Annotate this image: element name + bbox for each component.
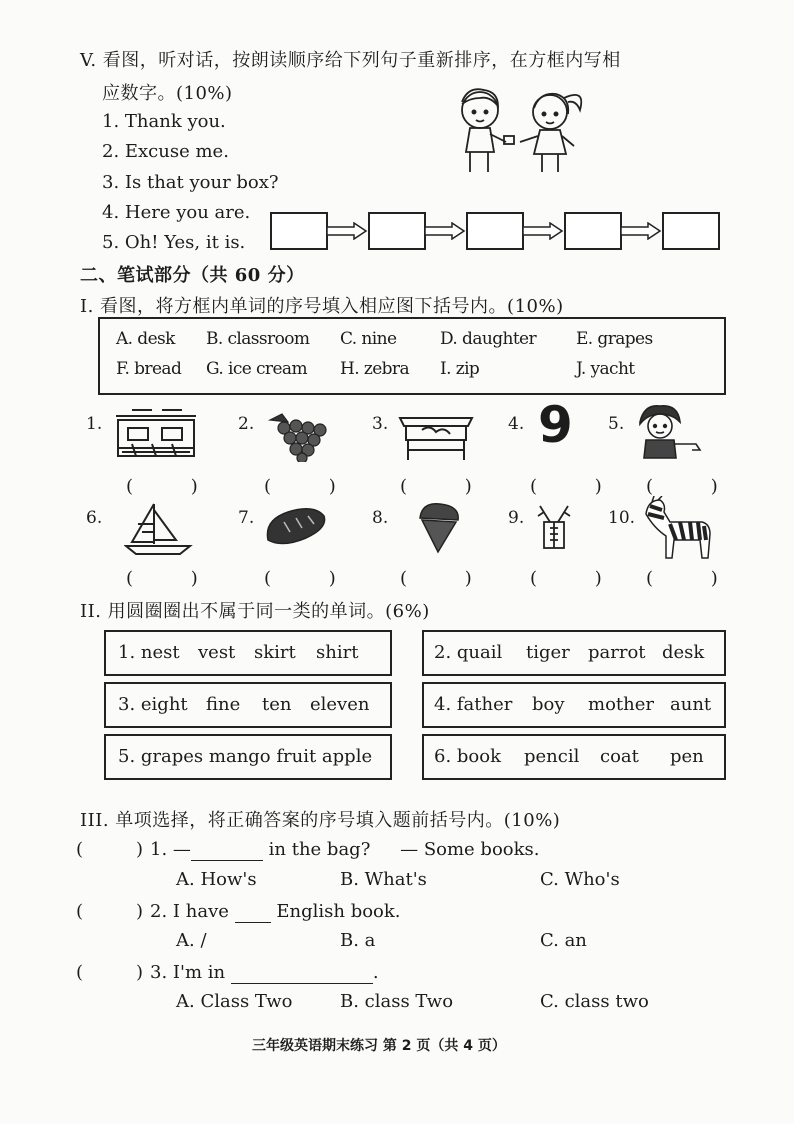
answer-paren[interactable]: ( ): [530, 568, 628, 589]
nine-picture: 9: [538, 396, 573, 454]
pic-number: 5.: [608, 414, 625, 434]
section-iii-title: III. 单项选择，将正确答案的序号填入题前括号内。(10%): [80, 810, 561, 831]
word-bank-item: B. classroom: [206, 329, 310, 349]
part-two-title: 二、笔试部分（共 60 分）: [80, 265, 305, 286]
answer-paren[interactable]: ( ): [400, 568, 498, 589]
option-a[interactable]: A. Class Two: [176, 991, 293, 1012]
odd-word[interactable]: 3. eight: [118, 694, 188, 715]
odd-word[interactable]: aunt: [670, 694, 712, 715]
classroom-picture: [112, 408, 200, 462]
section-ii-title: II. 用圆圈圈出不属于同一类的单词。(6%): [80, 601, 430, 622]
pic-number: 3.: [372, 414, 389, 434]
option-c[interactable]: C. Who's: [540, 869, 620, 890]
option-b[interactable]: B. What's: [340, 869, 427, 890]
fill-blank[interactable]: [231, 962, 373, 984]
odd-word[interactable]: shirt: [316, 642, 359, 663]
option-a[interactable]: A. How's: [176, 869, 257, 890]
odd-word[interactable]: 4. father: [434, 694, 513, 715]
word-bank-item: C. nine: [340, 329, 397, 349]
sequence-box-3[interactable]: [466, 212, 524, 250]
answer-paren[interactable]: ( ): [126, 476, 224, 497]
boy-girl-illustration: [440, 80, 600, 180]
sequence-box-4[interactable]: [564, 212, 622, 250]
word-bank-item: I. zip: [440, 359, 480, 379]
odd-word[interactable]: boy: [532, 694, 565, 715]
sentence-1: 1. Thank you.: [102, 111, 226, 132]
answer-paren-close[interactable]: ): [136, 962, 144, 983]
grapes-picture: [262, 410, 332, 462]
odd-word[interactable]: 2. quail: [434, 642, 503, 663]
word-bank-item: G. ice cream: [206, 359, 307, 379]
question-number: 1.: [150, 839, 168, 860]
sequence-box-2[interactable]: [368, 212, 426, 250]
pic-number: 9.: [508, 508, 525, 528]
odd-word-group-5: [104, 734, 392, 780]
sentence-4: 4. Here you are.: [102, 202, 251, 223]
odd-word[interactable]: fine: [206, 694, 241, 715]
answer-paren-open[interactable]: (: [76, 839, 84, 860]
answer-paren[interactable]: ( ): [646, 476, 744, 497]
odd-word[interactable]: pen: [670, 746, 704, 767]
word-bank-item: H. zebra: [340, 359, 409, 379]
arrow-right-icon: [326, 222, 368, 240]
answer-paren-close[interactable]: ): [136, 901, 144, 922]
daughter-picture: [630, 402, 706, 462]
pic-number: 4.: [508, 414, 525, 434]
arrow-right-icon: [522, 222, 564, 240]
question-response: — Some books.: [400, 839, 540, 860]
word-bank-item: E. grapes: [576, 329, 653, 349]
section-i-title: I. 看图，将方框内单词的序号填入相应图下括号内。(10%): [80, 296, 564, 317]
option-c[interactable]: C. class two: [540, 991, 649, 1012]
yacht-picture: [124, 500, 194, 556]
question-text: I have: [172, 901, 229, 922]
odd-word-group-2: [422, 630, 726, 676]
question-3: [150, 962, 379, 984]
answer-paren[interactable]: ( ): [264, 568, 362, 589]
odd-word[interactable]: vest: [198, 642, 236, 663]
fill-blank[interactable]: [191, 839, 263, 861]
odd-word[interactable]: 5. grapes mango fruit apple: [118, 746, 373, 767]
odd-word[interactable]: desk: [662, 642, 705, 663]
word-bank-item: J. yacht: [576, 359, 635, 379]
question-text: .: [372, 962, 379, 983]
question-text: English book.: [276, 901, 401, 922]
option-b[interactable]: B. a: [340, 930, 376, 951]
bread-picture: [262, 504, 330, 548]
odd-word-group-1: [104, 630, 392, 676]
sequence-box-1[interactable]: [270, 212, 328, 250]
zebra-picture: [640, 496, 716, 562]
section-v-title-line1: V. 看图，听对话，按朗读顺序给下列句子重新排序，在方框内写相: [80, 50, 621, 71]
odd-word[interactable]: skirt: [254, 642, 296, 663]
odd-word-group-6: [422, 734, 726, 780]
odd-word[interactable]: tiger: [526, 642, 570, 663]
desk-picture: [396, 410, 476, 462]
question-number: 2.: [150, 901, 168, 922]
sentence-5: 5. Oh! Yes, it is.: [102, 232, 246, 253]
ice-cream-picture: [412, 500, 466, 554]
sentence-3: 3. Is that your box?: [102, 172, 279, 193]
odd-word[interactable]: pencil: [524, 746, 580, 767]
zip-picture: [532, 502, 576, 554]
section-v-title-line2: 应数字。(10%): [102, 83, 233, 104]
answer-paren[interactable]: ( ): [264, 476, 362, 497]
word-bank-box: [98, 317, 726, 395]
answer-paren-open[interactable]: (: [76, 901, 84, 922]
question-number: 3.: [150, 962, 168, 983]
pic-number: 10.: [608, 508, 636, 528]
question-1: [150, 839, 540, 861]
answer-paren-open[interactable]: (: [76, 962, 84, 983]
question-text: —: [172, 839, 191, 860]
sequence-box-5[interactable]: [662, 212, 720, 250]
pic-number: 2.: [238, 414, 255, 434]
answer-paren[interactable]: ( ): [530, 476, 628, 497]
answer-paren[interactable]: ( ): [126, 568, 224, 589]
odd-word-group-4: [422, 682, 726, 728]
pic-number: 1.: [86, 414, 103, 434]
fill-blank[interactable]: [235, 901, 271, 923]
word-bank-item: F. bread: [116, 359, 182, 379]
answer-paren[interactable]: ( ): [400, 476, 498, 497]
odd-word-group-3: [104, 682, 392, 728]
option-a[interactable]: A. /: [176, 930, 207, 951]
question-text: in the bag?: [268, 839, 371, 860]
sentence-2: 2. Excuse me.: [102, 141, 229, 162]
page-footer: 三年级英语期末练习 第 2 页（共 4 页）: [252, 1038, 506, 1054]
pic-number: 6.: [86, 508, 103, 528]
question-2: [150, 901, 401, 923]
odd-word[interactable]: mother: [588, 694, 654, 715]
answer-paren-close[interactable]: ): [136, 839, 144, 860]
pic-number: 8.: [372, 508, 389, 528]
question-text: I'm in: [172, 962, 226, 983]
odd-word[interactable]: coat: [600, 746, 639, 767]
odd-word[interactable]: ten: [262, 694, 292, 715]
pic-number: 7.: [238, 508, 255, 528]
option-b[interactable]: B. class Two: [340, 991, 454, 1012]
odd-word[interactable]: parrot: [588, 642, 646, 663]
odd-word[interactable]: 1. nest: [118, 642, 180, 663]
option-c[interactable]: C. an: [540, 930, 587, 951]
arrow-right-icon: [424, 222, 466, 240]
word-bank-item: A. desk: [116, 329, 175, 349]
answer-paren[interactable]: ( ): [646, 568, 744, 589]
odd-word[interactable]: 6. book: [434, 746, 501, 767]
odd-word[interactable]: eleven: [310, 694, 370, 715]
word-bank-item: D. daughter: [440, 329, 537, 349]
arrow-right-icon: [620, 222, 662, 240]
